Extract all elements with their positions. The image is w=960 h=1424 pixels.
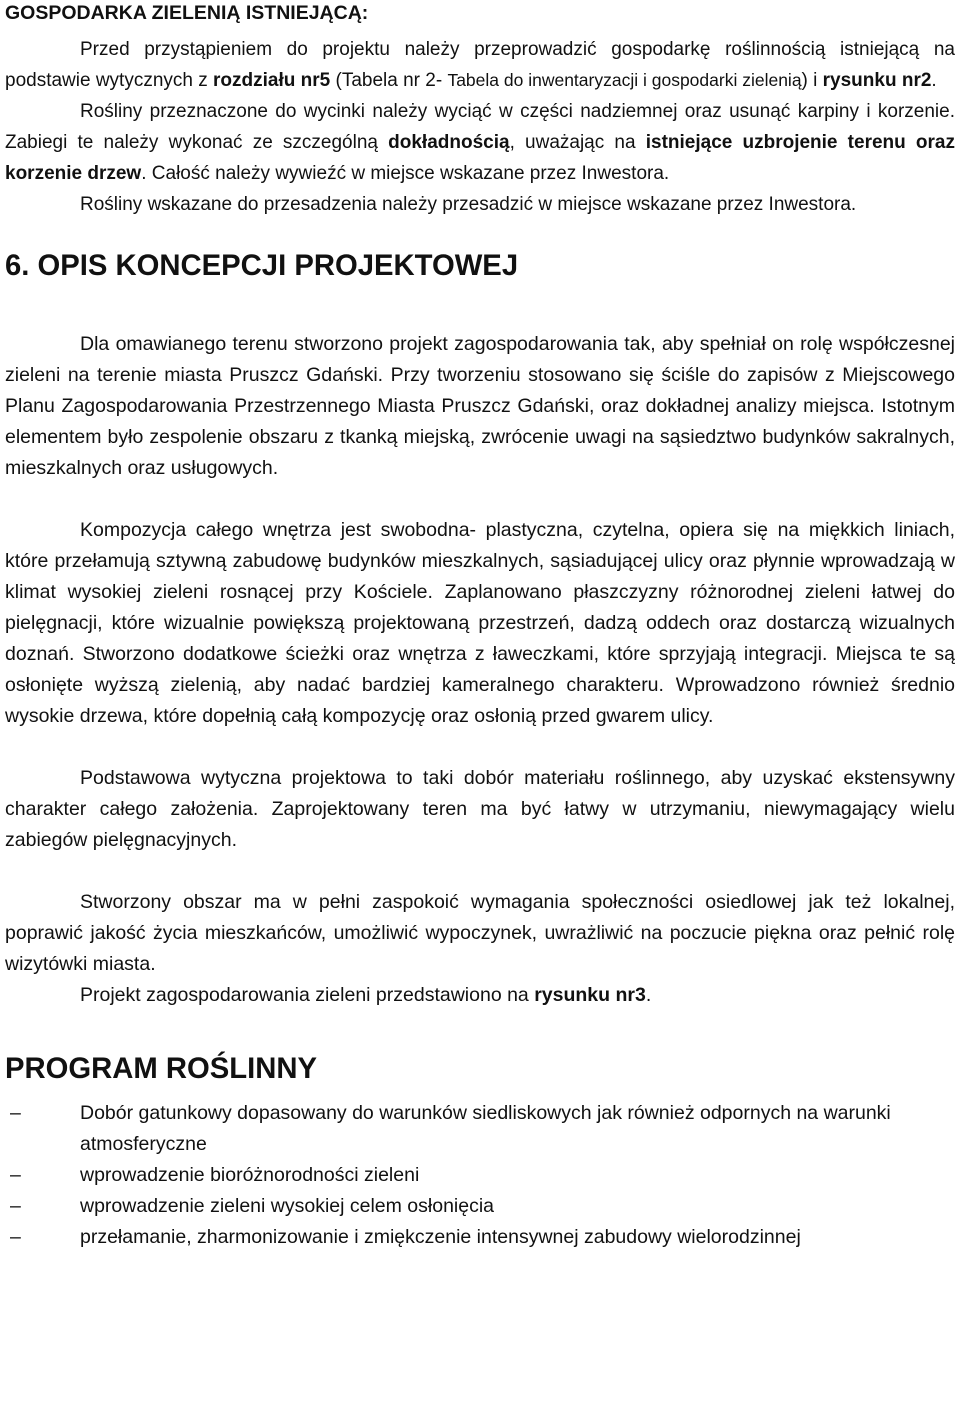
paragraph: Podstawowa wytyczna projektowa to taki dobór materiału roślinnego, aby uzyskać ekstensywny charakter całego założenia. Zaprojektowany teren ma być łatwy w utrzymaniu, niewymagający wielu zabiegów pielęgnacyjnych. xyxy=(5,767,955,851)
paragraph: Kompozycja całego wnętrza jest swobodna- plastyczna, czytelna, opiera się na miękkich liniach, które przełamują sztywną zabudowę budynków mieszkalnych, sąsiadującej ulicy oraz płynnie wprowadzają w klimat wysokiej zieleni rosnącej przy Kościele. Zaplanowano płaszczyzny różnorodnej zieleni łatwej do pielęgnacji, które wizualnie powiększą projektowaną przestrzeń, dadzą oddech oraz dostarczą wizualnych doznań. Stworzono dodatkowe ścieżki oraz wnętrza z ławeczkami, które sprzyjają integracji. Miejsca te są osłonięte wyższą zielenią, aby nadać bardziej kameralnego charakteru. Wprowadzono również średnio wysokie drzewa, które dopełnią całą kompozycję oraz osłonią przed gwarem ulicy. xyxy=(5,519,955,727)
list-item: – przełamanie, zharmonizowanie i zmiękczenie intensywnej zabudowy wielorodzinnej xyxy=(5,1222,955,1253)
paragraph: Przed przystąpieniem do projektu należy przeprowadzić gospodarkę roślinnością istniejącą na podstawie wytycznych z rozdziału nr5 (Tabela nr 2- Tabela do inwentaryzacji i gospodarki zielenią) i rysunku nr2. xyxy=(5,39,955,91)
paragraph: Projekt zagospodarowania zieleni przedstawiono na rysunku nr3. xyxy=(80,984,652,1006)
list-item: – wprowadzenie bioróżnorodności zieleni xyxy=(5,1160,955,1191)
bullet-list xyxy=(5,1098,955,1253)
list-item: – wprowadzenie zieleni wysokiej celem osłonięcia xyxy=(5,1191,955,1222)
dash-icon: – xyxy=(10,1164,21,1186)
paragraph: Rośliny wskazane do przesadzenia należy przesadzić w miejsce wskazane przez Inwestora. xyxy=(80,194,857,215)
dash-icon: – xyxy=(10,1195,21,1217)
section-heading: 6. OPIS KONCEPCJI PROJEKTOWEJ xyxy=(5,250,519,282)
section-heading: PROGRAM ROŚLINNY xyxy=(5,1053,318,1085)
section-existing-greenery xyxy=(5,0,955,220)
paragraph: Dla omawianego terenu stworzono projekt zagospodarowania tak, aby spełniał on rolę współczesnej zieleni na terenie miasta Pruszcz Gdański. Przy tworzeniu stosowano się ściśle do zapisów z Miejscowego Planu Zagospodarowania Przestrzennego Miasta Pruszcz Gdański, oraz dokładnej analizy miejsca. Istotnym elementem było zespolenie obszaru z tkanką miejską, zwrócenie uwagi na sąsiedztwo budynków sakralnych, mieszkalnych oraz usługowych. xyxy=(5,333,955,479)
paragraph: Rośliny przeznaczone do wycinki należy wyciąć w części nadziemnej oraz usunąć karpiny i korzenie. Zabiegi te należy wykonać ze szczególną dokładnością, uważając na istniejące uzbrojenie terenu oraz korzenie drzew. Całość należy wywieźć w miejsce wskazane przez Inwestora. xyxy=(5,101,955,184)
section-heading: GOSPODARKA ZIELENIĄ ISTNIEJĄCĄ: xyxy=(5,2,369,24)
list-item: – Dobór gatunkowy dopasowany do warunków siedliskowych jak również odpornych na warunki atmosferyczne xyxy=(5,1098,955,1160)
dash-icon: – xyxy=(10,1102,21,1124)
dash-icon: – xyxy=(10,1226,21,1248)
paragraph: Stworzony obszar ma w pełni zaspokoić wymagania społeczności osiedlowej jak też lokalnej, poprawić jakość życia mieszkańców, umożliwić wypoczynek, uwrażliwić na poczucie piękna oraz pełnić rolę wizytówki miasta. xyxy=(5,891,955,975)
